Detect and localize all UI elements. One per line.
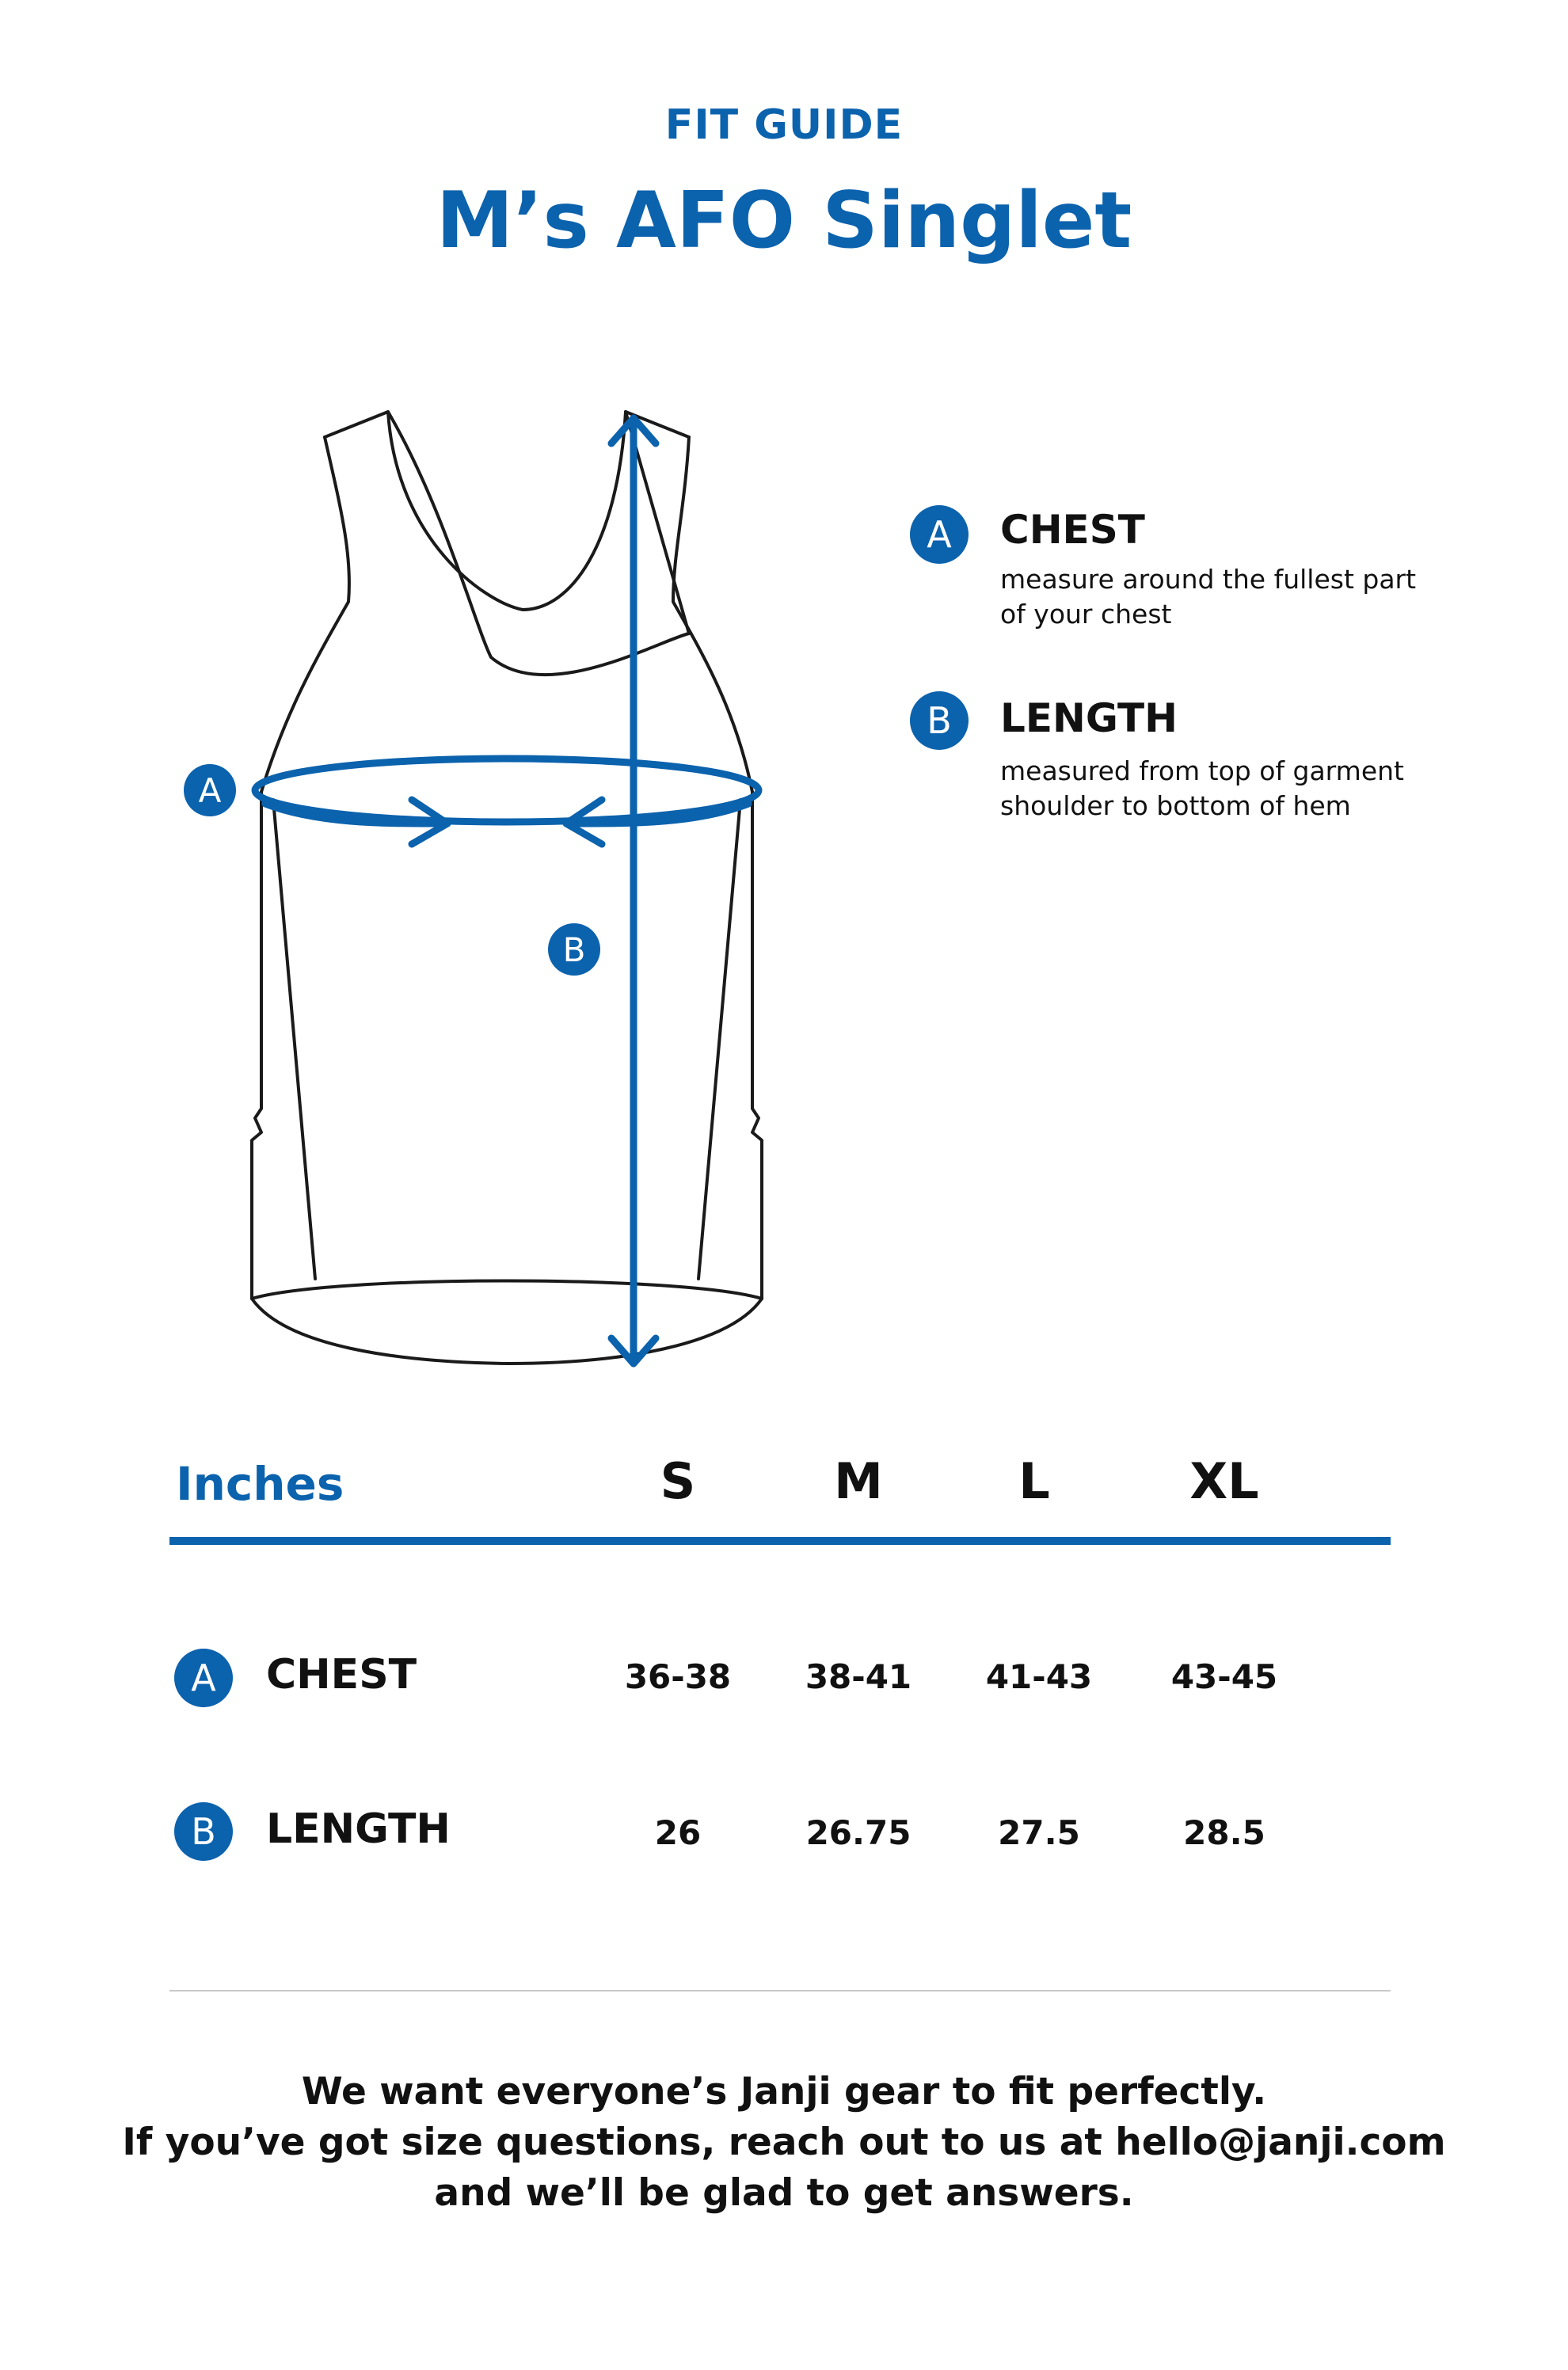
- legend-desc-chest: measure around the fullest part of your chest: [1000, 564, 1417, 630]
- cell-length-l: 27.5: [998, 1813, 1080, 1852]
- cell-chest-xl: 43-45: [1170, 1657, 1278, 1696]
- footer-divider: [169, 1990, 1391, 1991]
- size-header-s: S: [660, 1452, 696, 1510]
- row-marker-a: A: [174, 1649, 233, 1707]
- cell-chest-l: 41-43: [985, 1657, 1093, 1696]
- row-marker-b: B: [174, 1802, 233, 1861]
- footer-line-1: We want everyone’s Janji gear to fit perfectly.: [301, 2070, 1267, 2113]
- marker-b-diagram: B: [548, 923, 600, 976]
- row-label-chest: CHEST: [266, 1651, 417, 1699]
- legend-title-length: LENGTH: [1000, 695, 1178, 741]
- units-label: Inches: [176, 1457, 344, 1511]
- measure-arrow-icon: [255, 418, 759, 1364]
- cell-length-m: 26.75: [805, 1813, 911, 1852]
- row-label-length: LENGTH: [266, 1805, 451, 1853]
- footer-line-2: If you’ve got size questions, reach out to us at hello@janji.com: [122, 2121, 1446, 2164]
- legend-desc-length: measured from top of garment shoulder to bottom of hem: [1000, 755, 1404, 821]
- cell-chest-s: 36-38: [624, 1657, 732, 1696]
- fit-guide-kicker: FIT GUIDE: [664, 101, 904, 149]
- size-header-m: M: [834, 1452, 883, 1510]
- size-header-xl: XL: [1189, 1452, 1259, 1510]
- cell-length-s: 26: [654, 1813, 702, 1852]
- legend-title-chest: CHEST: [1000, 507, 1145, 553]
- legend-marker-b: B: [910, 691, 969, 750]
- size-header-l: L: [1018, 1452, 1050, 1510]
- cell-length-xl: 28.5: [1183, 1813, 1265, 1852]
- singlet-outline-icon: [252, 412, 762, 1364]
- cell-chest-m: 38-41: [805, 1657, 912, 1696]
- footer-message: [0, 2067, 1568, 2219]
- legend-marker-a: A: [910, 505, 969, 564]
- footer-line-3: and we’ll be glad to get answers.: [434, 2171, 1134, 2215]
- marker-a-diagram: A: [184, 764, 236, 816]
- table-header-divider: [169, 1537, 1391, 1545]
- page-title: M’s AFO Singlet: [436, 176, 1132, 266]
